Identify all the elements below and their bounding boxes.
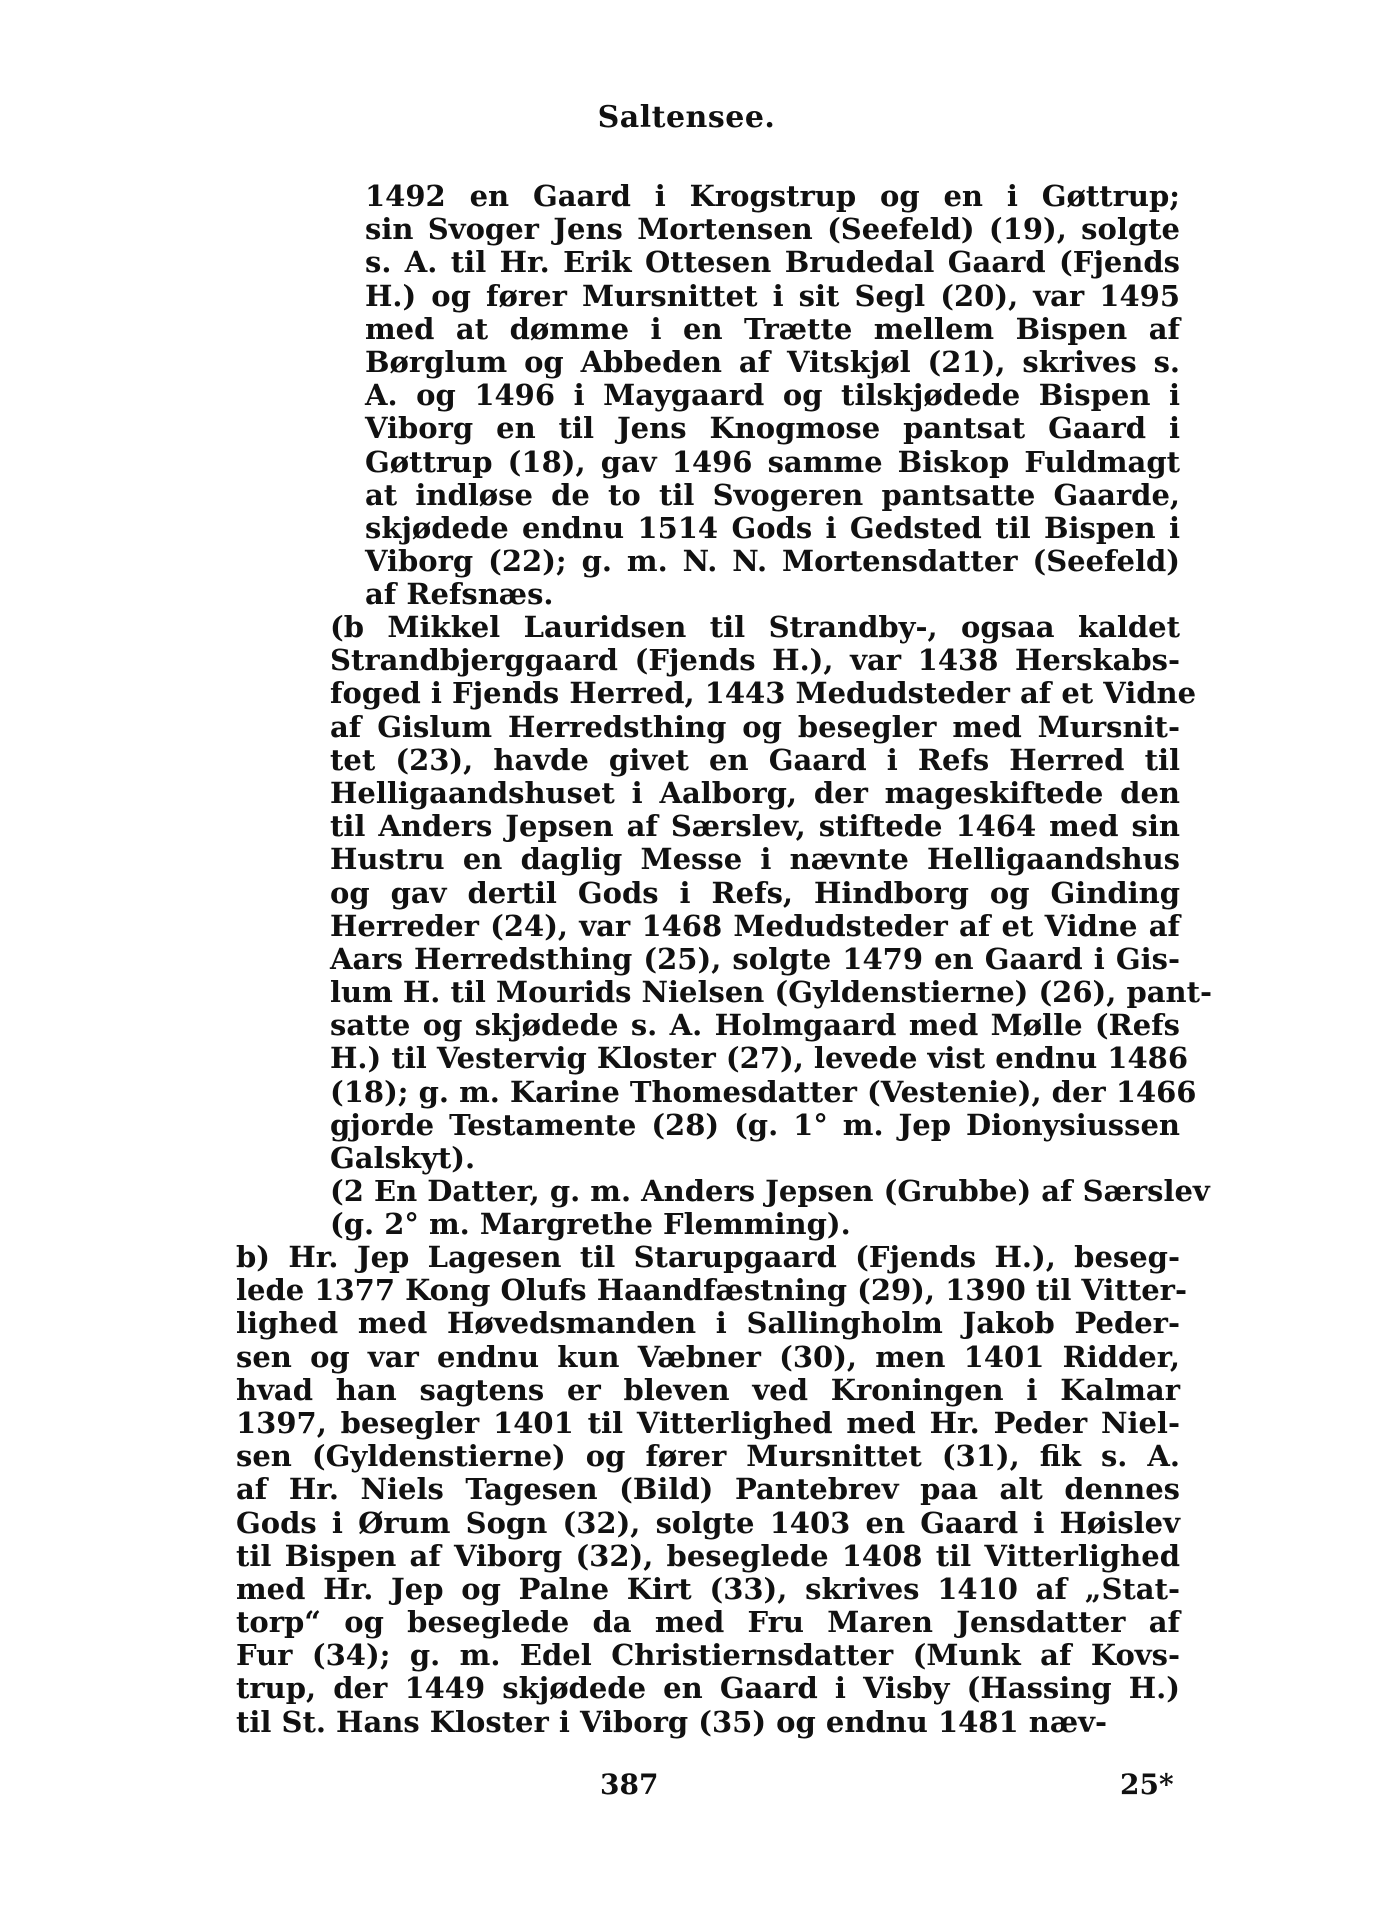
text-line: (g. 2° m. Margrethe Flemming). bbox=[330, 1207, 851, 1242]
text-line: af Gislum Herredsthing og besegler med Mursnit- bbox=[330, 709, 1180, 744]
text-line: Galskyt). bbox=[330, 1141, 476, 1175]
text-line: (2 En Datter, g. m. Anders Jepsen (Grubbe) af Særslev bbox=[330, 1174, 1210, 1208]
text-line: af Refsnæs. bbox=[365, 577, 554, 612]
entry-mikkel-lauridsen bbox=[330, 610, 1213, 1175]
text-line: sen og var endnu kun Væbner (30), men 1401 Ridder, bbox=[236, 1339, 1180, 1374]
text-line: gjorde Testamente (28) (g. 1° m. Jep Dionysiussen bbox=[330, 1107, 1180, 1142]
entry-jep-lagesen bbox=[236, 1240, 1187, 1739]
text-line: Herreder (24), var 1468 Medudsteder af et Vidne af bbox=[330, 908, 1180, 943]
text-line: med at dømme i en Trætte mellem Bispen af bbox=[365, 311, 1180, 346]
text-line: Børglum og Abbeden af Vitskjøl (21), skrives s. bbox=[365, 344, 1180, 379]
text-line: Viborg en til Jens Knogmose pantsat Gaard i bbox=[365, 411, 1180, 446]
text-line: H.) og fører Mursnittet i sit Segl (20), var 1495 bbox=[365, 278, 1180, 313]
text-line: lede 1377 Kong Olufs Haandfæstning (29), 1390 til Vitter- bbox=[236, 1273, 1187, 1308]
text-line: Helligaandshuset i Aalborg, der mageskiftede den bbox=[330, 775, 1180, 810]
text-line: til Bispen af Viborg (32), beseglede 1408 til Vitterlighed bbox=[236, 1538, 1180, 1573]
text-line: til Anders Jepsen af Særslev, stiftede 1464 med sin bbox=[330, 809, 1180, 844]
entry-daughter bbox=[330, 1174, 1210, 1242]
page-number: 387 bbox=[600, 1768, 659, 1801]
signature-mark: 25* bbox=[1120, 1768, 1174, 1801]
text-line: at indløse de to til Svogeren pantsatte Gaarde, bbox=[365, 477, 1180, 512]
text-line: Hustru en daglig Messe i nævnte Helligaandshus bbox=[330, 842, 1180, 877]
text-line: sen (Gyldenstierne) og fører Mursnittet (31), fik s. A. bbox=[236, 1439, 1180, 1474]
text-line: Fur (34); g. m. Edel Christiernsdatter (Munk af Kovs- bbox=[236, 1638, 1180, 1673]
text-line: Strandbjerggaard (Fjends H.), var 1438 Herskabs- bbox=[330, 643, 1180, 678]
text-line: Gøttrup (18), gav 1496 samme Biskop Fuldmagt bbox=[365, 444, 1180, 479]
text-line: (b Mikkel Lauridsen til Strandby-, ogsaa kaldet bbox=[330, 610, 1180, 644]
text-line: s. A. til Hr. Erik Ottesen Brudedal Gaard (Fjends bbox=[365, 245, 1180, 280]
text-line: Aars Herredsthing (25), solgte 1479 en Gaard i Gis- bbox=[330, 941, 1180, 976]
text-line: og gav dertil Gods i Refs, Hindborg og Ginding bbox=[330, 875, 1180, 910]
text-line: 1492 en Gaard i Krogstrup og en i Gøttrup; bbox=[365, 179, 1180, 213]
text-line: (18); g. m. Karine Thomesdatter (Vestenie), der 1466 bbox=[330, 1074, 1197, 1109]
text-line: til St. Hans Kloster i Viborg (35) og endnu 1481 næv- bbox=[236, 1704, 1108, 1739]
text-line: b) Hr. Jep Lagesen til Starupgaard (Fjends H.), beseg- bbox=[236, 1240, 1180, 1274]
text-line: af Hr. Niels Tagesen (Bild) Pantebrev paa alt dennes bbox=[236, 1472, 1180, 1507]
text-line: H.) til Vestervig Kloster (27), levede vist endnu 1486 bbox=[330, 1041, 1188, 1076]
text-line: sin Svoger Jens Mortensen (Seefeld) (19), solgte bbox=[365, 212, 1180, 247]
text-line: tet (23), havde givet en Gaard i Refs Herred til bbox=[330, 742, 1180, 777]
paragraph-continuation bbox=[365, 180, 1180, 611]
text-line: skjødede endnu 1514 Gods i Gedsted til Bispen i bbox=[365, 510, 1180, 545]
text-line: A. og 1496 i Maygaard og tilskjødede Bispen i bbox=[365, 378, 1180, 413]
text-line: lighed med Høvedsmanden i Sallingholm Jakob Peder- bbox=[236, 1306, 1180, 1341]
text-line: hvad han sagtens er bleven ved Kroningen i Kalmar bbox=[236, 1372, 1180, 1407]
text-line: Viborg (22); g. m. N. N. Mortensdatter (Seefeld) bbox=[365, 544, 1180, 579]
text-line: trup, der 1449 skjødede en Gaard i Visby (Hassing H.) bbox=[236, 1671, 1180, 1706]
running-header: Saltensee. bbox=[597, 100, 776, 135]
text-line: torp“ og beseglede da med Fru Maren Jensdatter af bbox=[236, 1605, 1180, 1640]
text-line: Gods i Ørum Sogn (32), solgte 1403 en Gaard i Høislev bbox=[236, 1505, 1180, 1540]
text-line: 1397, besegler 1401 til Vitterlighed med Hr. Peder Niel- bbox=[236, 1405, 1180, 1440]
text-line: med Hr. Jep og Palne Kirt (33), skrives 1410 af „Stat- bbox=[236, 1571, 1180, 1606]
text-line: lum H. til Mourids Nielsen (Gyldenstierne) (26), pant- bbox=[330, 975, 1213, 1010]
text-line: foged i Fjends Herred, 1443 Medudsteder af et Vidne bbox=[330, 676, 1197, 711]
text-line: satte og skjødede s. A. Holmgaard med Mølle (Refs bbox=[330, 1008, 1180, 1043]
